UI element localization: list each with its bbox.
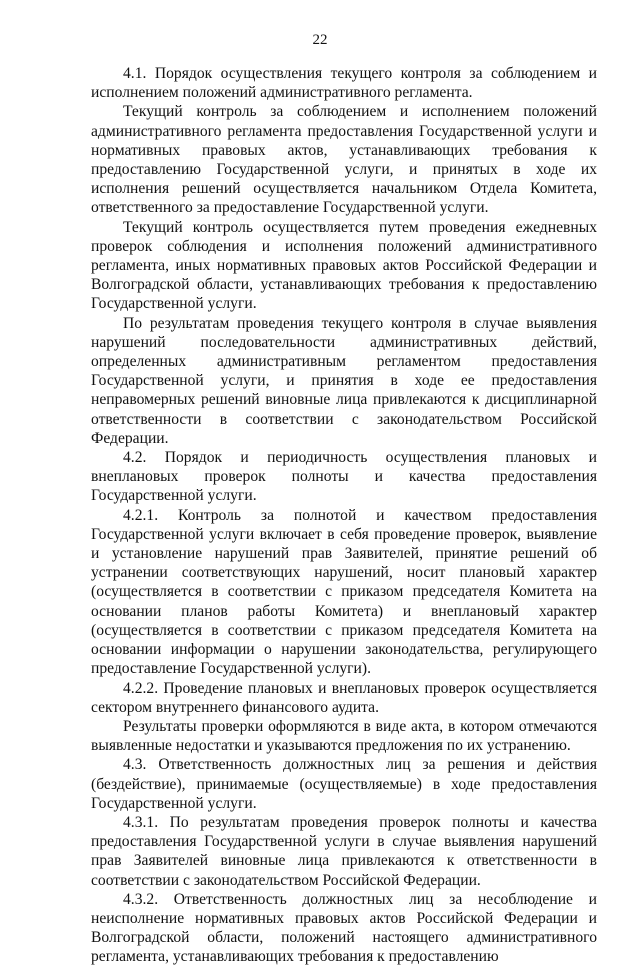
section-4-2-1-paragraph: 4.2.1. Контроль за полнотой и качеством предоставления Государственной услуги включает в себя проведение проверок, выявление и установление нарушений прав Заявителей, принятие решений об устранении соответствующих нарушений, носит плановый характер (осуществляется в соответствии с приказом председателя Комитета на основании планов работы Комитета) и внеплановый характер (осуществляется в соответствии с приказом председателя Комитета на основании информации о нарушении законодательства, регулирующего предоставление Государственной услуги). [91,506,597,678]
section-4-2-2-paragraph: 4.2.2. Проведение плановых и внеплановых проверок осуществляется сектором внутреннего финансового аудита. [91,679,597,716]
section-4-3-2-paragraph: 4.3.2. Ответственность должностных лиц за несоблюдение и неисполнение нормативных правовых актов Российской Федерации и Волгоградской области, положений настоящего административного регламента, устанавливающих требования к предоставлению [91,890,597,966]
daily-checks-paragraph: Текущий контроль осуществляется путем проведения ежедневных проверок соблюдения и исполнения положений административного регламента, иных нормативных правовых актов Российской Федерации и Волгоградской области, устанавливающих требования к предоставлению Государственной услуги. [91,218,597,313]
page-number: 22 [312,32,328,48]
inspection-results-paragraph: Результаты проверки оформляются в виде акта, в котором отмечаются выявленные недостатки и указываются предложения по их устранению. [91,717,597,755]
disciplinary-responsibility-paragraph: По результатам проведения текущего контроля в случае выявления нарушений последовательности административных действий, определенных административным регламентом предоставления Государственной услуги, и принятия в ходе ее предоставления неправомерных решений виновные лица привлекаются к дисциплинарной ответственности в соответствии с законодательством Российской Федерации. [91,314,597,447]
section-4-2-heading: 4.2. Порядок и периодичность осуществления плановых и внеплановых проверок полноты и качества предоставления Государственной услуги. [91,449,597,505]
current-control-paragraph: Текущий контроль за соблюдением и исполнением положений административного регламента предоставления Государственной услуги и нормативных правовых актов, устанавливающих требования к предоставлению Государственной услуги, и принятых в ходе их исполнения решений осуществляется начальником Отдела Комитета, ответственного за предоставление Государственной услуги. [91,103,597,217]
section-4-3-1-paragraph: 4.3.1. По результатам проведения проверок полноты и качества предоставления Государственной услуги в случае выявления нарушений прав Заявителей виновные лица привлекаются к ответственности в соответствии с законодательством Российской Федерации. [91,813,597,889]
section-4-1-heading: 4.1. Порядок осуществления текущего контроля за соблюдением и исполнением положений административного регламента. [91,65,597,102]
section-4-3-heading: 4.3. Ответственность должностных лиц за решения и действия (бездействие), принимаемые (осуществляемые) в ходе предоставления Государственной услуги. [91,756,597,812]
document-body [91,64,597,967]
